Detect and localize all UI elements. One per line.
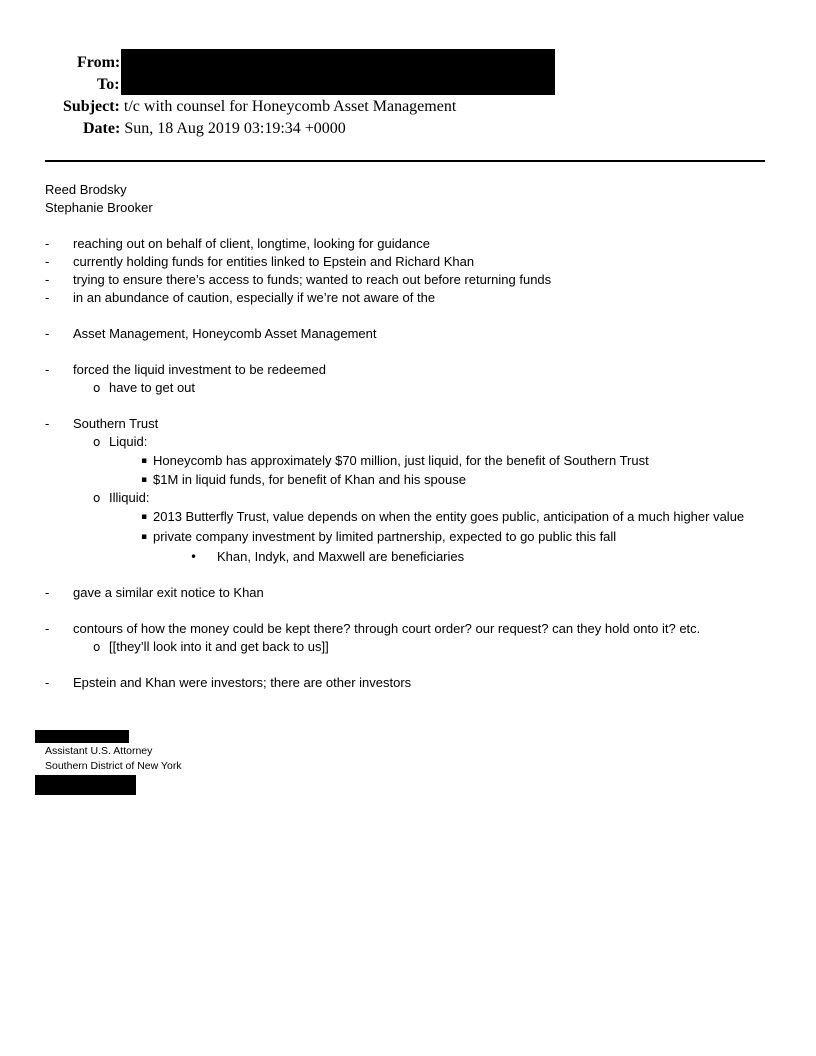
dash-marker: - xyxy=(45,585,50,600)
note-item: contours of how the money could be kept there? through court order? our request? can they hold onto it? etc. xyxy=(73,621,701,636)
dot-bullet-icon: • xyxy=(190,550,198,564)
from-label: From: xyxy=(77,54,121,71)
dash-marker: - xyxy=(45,416,50,431)
note-subitem: Liquid: xyxy=(109,434,148,449)
dash-marker: - xyxy=(45,272,50,287)
note-item: reaching out on behalf of client, longtime, looking for guidance xyxy=(73,236,431,251)
redaction-from-to xyxy=(121,49,555,95)
note-subsubsubitem: Khan, Indyk, and Maxwell are beneficiaries xyxy=(217,549,465,564)
note-item: gave a similar exit notice to Khan xyxy=(73,585,264,600)
to-label: To: xyxy=(97,76,120,93)
dash-marker: - xyxy=(45,236,50,251)
attendee-name: Reed Brodsky xyxy=(45,182,127,197)
circle-marker: o xyxy=(93,435,101,449)
note-item: Southern Trust xyxy=(73,416,159,431)
square-bullet-icon: ▪ xyxy=(141,532,148,542)
note-subsubitem: $1M in liquid funds, for benefit of Khan and his spouse xyxy=(153,472,466,487)
dash-marker: - xyxy=(45,675,50,690)
subject-value: t/c with counsel for Honeycomb Asset Management xyxy=(123,98,457,115)
date-row xyxy=(83,120,346,138)
square-bullet-icon: ▪ xyxy=(141,475,148,485)
to-row xyxy=(97,76,120,94)
note-item: in an abundance of caution, especially if we’re not aware of the xyxy=(73,290,436,305)
dash-marker: - xyxy=(45,254,50,269)
date-value: Sun, 18 Aug 2019 03:19:34 +0000 xyxy=(124,120,346,137)
redaction-signature-contact xyxy=(35,775,136,795)
signature-title: Assistant U.S. Attorney xyxy=(45,745,153,757)
attendee-name: Stephanie Brooker xyxy=(45,200,153,215)
dash-marker: - xyxy=(45,621,50,636)
header-divider xyxy=(45,160,765,162)
dash-marker: - xyxy=(45,326,50,341)
note-subitem: Illiquid: xyxy=(109,490,150,505)
signature-office: Southern District of New York xyxy=(45,760,182,772)
note-subsubitem: private company investment by limited partnership, expected to go public this fall xyxy=(153,529,617,544)
redaction-signature-name xyxy=(35,730,129,743)
note-item: forced the liquid investment to be redeemed xyxy=(73,362,326,377)
note-item: trying to ensure there’s access to funds; wanted to reach out before returning funds xyxy=(73,272,552,287)
date-label: Date: xyxy=(83,120,121,137)
circle-marker: o xyxy=(93,491,101,505)
note-subsubitem: 2013 Butterfly Trust, value depends on when the entity goes public, anticipation of a much higher value xyxy=(153,509,745,524)
circle-marker: o xyxy=(93,381,101,395)
note-item: Epstein and Khan were investors; there are other investors xyxy=(73,675,412,690)
dash-marker: - xyxy=(45,362,50,377)
note-subitem: [[they’ll look into it and get back to us]] xyxy=(109,639,329,654)
subject-row xyxy=(63,98,456,116)
circle-marker: o xyxy=(93,640,101,654)
note-subsubitem: Honeycomb has approximately $70 million, just liquid, for the benefit of Southern Trust xyxy=(153,453,649,468)
from-row xyxy=(77,54,120,72)
note-item: Asset Management, Honeycomb Asset Management xyxy=(73,326,377,341)
square-bullet-icon: ▪ xyxy=(141,512,148,522)
note-item: currently holding funds for entities linked to Epstein and Richard Khan xyxy=(73,254,475,269)
note-subitem: have to get out xyxy=(109,380,196,395)
subject-label: Subject: xyxy=(63,98,120,115)
dash-marker: - xyxy=(45,290,50,305)
square-bullet-icon: ▪ xyxy=(141,456,148,466)
